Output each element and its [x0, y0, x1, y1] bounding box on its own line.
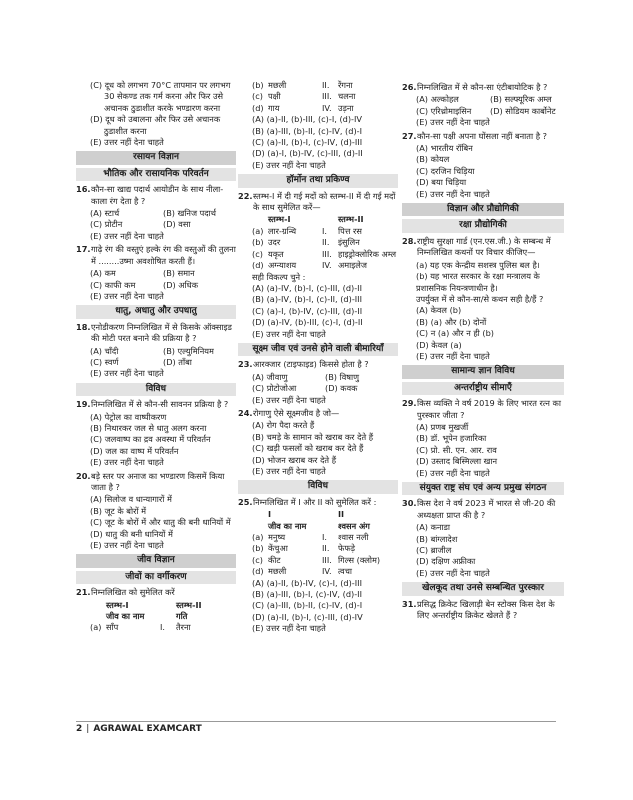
option: (A) रोग पैदा करते हैं: [252, 420, 315, 431]
option: (E) उत्तर नहीं देना चाहते: [252, 623, 326, 634]
question-number: 21.: [76, 587, 91, 598]
option: (C) दरजिन चिड़िया: [416, 165, 475, 176]
subsection-heading: संयुक्त राष्ट्र संघ एवं अन्य प्रमुख संगठन: [402, 482, 564, 495]
option: (E) उत्तर नहीं देना चाहते: [252, 159, 326, 170]
question-29: [402, 398, 564, 421]
question-text: गाढ़े रंग की वस्तुएं हल्के रंग की वस्तुओं की तुलना में ........उष्मा अवशोषित करती हैं।: [91, 244, 236, 266]
option: (C) खड़ी फसलों को खराब कर देते हैं: [252, 443, 364, 454]
question-30: [402, 498, 564, 521]
option: (C) प्रोटोजोआ: [252, 383, 297, 394]
question-number: 16.: [76, 184, 91, 195]
option: (E) उत्तर नहीं देना चाहते: [90, 290, 164, 301]
question-text: बड़े स्तर पर अनाज का भण्डारण किसमें किया जाता है ?: [91, 470, 225, 492]
question-text: प्रसिद्ध क्रिकेट खिलाड़ी बेन स्टोक्स किस देश के लिए अन्तर्राष्ट्रीय क्रिकेट खेलते हैं ?: [417, 598, 555, 621]
match-row: (b) उदर II. इंसुलिन: [252, 237, 360, 248]
question-number: 28.: [402, 235, 417, 246]
option: (B) चमड़े के सामान को खराब कर देते हैं: [252, 431, 374, 442]
option: (D) दूध को उबालना और फिर उसे अचानक: [90, 114, 221, 125]
question-text: किस व्यक्ति ने वर्ष 2019 के लिए भारत रत्न का पुरस्कार जीता ?: [417, 398, 561, 420]
column-1: [76, 80, 236, 634]
match-row: (c) कीट III. गिल्स (क्लोम): [252, 554, 381, 565]
option: (B) सल्फ्यूरिक अम्ल: [490, 94, 552, 105]
option: (E) उत्तर नहीं देना चाहते: [416, 117, 490, 128]
subsection-heading: भौतिक और रासायनिक परिवर्तन: [76, 168, 236, 181]
option: (E) उत्तर नहीं देना चाहते: [416, 467, 490, 478]
prompt: सही विकल्प चुने :: [252, 271, 306, 282]
option: (E) उत्तर नहीं देना चाहते: [90, 457, 164, 468]
question-text: आरक्जार (टाइफाइड) किससे होता है ?: [253, 359, 369, 370]
option: (D) बया चिड़िया: [416, 177, 467, 188]
question-24: [238, 408, 398, 419]
question-16: [76, 184, 236, 207]
match-row: (d) मछली IV. त्वचा: [252, 566, 353, 577]
option: (A) सिलोज व धान्यागारों में: [90, 494, 172, 505]
option: (A) स्टार्च: [90, 208, 120, 219]
option: (D) धातु की बनी धानियों में: [90, 528, 173, 539]
question-26: [402, 82, 564, 93]
question-number: 18.: [76, 321, 91, 332]
match-header: स्तम्भ-I स्तम्भ-II: [106, 599, 202, 610]
subsection-heading: धातु, अधातु और उपधातु: [76, 305, 236, 318]
option: (C) दूध को लगभग 70°C तापमान पर लगभग: [90, 80, 231, 90]
option: (D) दक्षिण अफ्रीका: [416, 556, 476, 567]
section-heading: सामान्य ज्ञान विविध: [402, 365, 564, 378]
option: (D) केवल (a): [416, 339, 462, 350]
option: (B) (a)-III, (b)-I, (c)-IV, (d)-II: [252, 589, 363, 600]
match-row: (b) मछली II. रेंगना: [252, 80, 353, 90]
option-cont: ठुडाशीत करना: [104, 125, 147, 136]
option-row: [76, 268, 236, 279]
question-18: [76, 322, 236, 345]
option: (C) एरिथ्रोमाइसिन: [416, 105, 472, 116]
option: (D) भोजन खराब कर देते हैं: [252, 454, 337, 465]
question-number: 31.: [402, 598, 417, 609]
option: (C) जूट के बोरों में और धातु की बनी धानियों में: [90, 517, 231, 528]
match-header: I II: [268, 509, 345, 520]
section-heading: रसायन विज्ञान: [76, 151, 236, 164]
option: (D) (a)-IV, (b)-III, (c)-I, (d)-II: [252, 317, 363, 328]
question-number: 17.: [76, 244, 91, 255]
question-number: 23.: [238, 359, 253, 370]
option: (B) समान: [163, 268, 195, 279]
question-17: [76, 244, 236, 267]
question-number: 20.: [76, 470, 91, 481]
option: (A) (a)-II, (b)-IV, (c)-I, (d)-III: [252, 577, 362, 588]
subsection-heading: अन्तर्राष्ट्रीय सीमाएँ: [402, 382, 564, 395]
question-text: रोगाणु ऐसे सूक्ष्मजीव है जो—: [253, 407, 340, 418]
option: (B) एल्युमिनियम: [163, 345, 214, 356]
option: (D) अधिक: [163, 279, 198, 290]
option: (A) कनाडा: [416, 522, 451, 533]
option: (C) न (a) और न ही (b): [416, 328, 494, 339]
option: (A) प्रणब मुखर्जी: [416, 421, 469, 432]
option: (E) उत्तर नहीं देना चाहते: [416, 567, 490, 578]
option: (E) उत्तर नहीं देना चाहते: [90, 368, 164, 379]
question-number: 19.: [76, 399, 91, 410]
question-text: निम्नलिखित में I और II को सुमेलित करें :: [253, 496, 377, 507]
option-row: [76, 357, 236, 368]
option-row: [402, 106, 564, 117]
option: (D) उस्ताद बिस्मिल्ला खान: [416, 456, 498, 467]
option-row: [402, 94, 564, 105]
match-row: (c) यकृत III. हाइड्रोक्लोरिक अम्ल: [252, 248, 396, 259]
question-22: [238, 191, 398, 214]
question-number: 30.: [402, 498, 417, 509]
option: (C) काफी कम: [90, 279, 136, 290]
question-number: 22.: [238, 190, 253, 201]
column-2: [238, 80, 398, 635]
question-number: 26.: [402, 82, 417, 92]
option: (B) खनिज पदार्थ: [163, 208, 216, 219]
option: (B) कोयल: [416, 154, 450, 165]
question-number: 29.: [402, 398, 417, 409]
question-27: [402, 131, 564, 142]
subsection-heading: रक्षा प्रौद्योगिकी: [402, 219, 564, 232]
option: (C) (a)-II, (b)-I, (c)-IV, (d)-III: [252, 137, 363, 148]
question-text: एनोडीकरण निम्नलिखित में से किसके ऑक्साइड की मोटी परत बनाने की प्रक्रिया है ?: [91, 321, 232, 344]
option: (E) उत्तर नहीं देना चाहते: [416, 188, 490, 199]
option: (C) (a)-I, (b)-IV, (c)-III, (d)-II: [252, 305, 363, 316]
question-19: [76, 399, 236, 410]
subsection-heading: सूक्ष्म जीव एवं उनसे होने वाली बीमारियाँ: [238, 343, 398, 356]
option: (B) जूट के बोरों में: [90, 505, 147, 516]
option: (A) पेट्रोल का वाष्पीकरण: [90, 411, 167, 422]
match-header: जीव का नाम गति: [106, 611, 188, 622]
question-text: राष्ट्रीय सुरक्षा गार्ड (एन.एस.जी.) के सम्बन्ध में निम्नलिखित कथनों पर विचार कीजिए—: [417, 235, 551, 258]
subsection-heading: खेलकूद तथा उनसे सम्बन्धित पुरस्कार: [402, 582, 564, 595]
option: (C) (a)-III, (b)-II, (c)-IV, (d)-I: [252, 600, 363, 611]
option: (B) विषाणु: [325, 371, 360, 382]
option: (C) जलवाष्प का द्रव अवस्था में परिवर्तन: [90, 434, 211, 445]
option: (E) उत्तर नहीं देना चाहते: [90, 540, 164, 551]
option: (E) उत्तर नहीं देना चाहते: [416, 350, 490, 361]
option: (E) उत्तर नहीं देना चाहते: [252, 394, 326, 405]
option: (D) कवक: [325, 383, 358, 394]
option: (E) उत्तर नहीं देना चाहते: [252, 328, 326, 339]
match-row: (b) केंचुआ II. फेफड़े: [252, 543, 356, 554]
question-31: [402, 599, 564, 622]
section-heading: विज्ञान और प्रौद्योगिकी: [402, 203, 564, 216]
statement: (b) यह भारत सरकार के रक्षा मन्त्रालय के प्रशासनिक नियन्त्रणाधीन है।: [416, 271, 540, 293]
prompt: उपर्युक्त में से कौन-सा/से कथन सही है/हैं ?: [416, 293, 544, 304]
option-row: [76, 208, 236, 219]
question-21: [76, 587, 236, 598]
option: (D) वसा: [163, 219, 191, 230]
option: (E) उत्तर नहीं देना चाहते: [90, 137, 164, 148]
option: (A) चाँदी: [90, 345, 119, 356]
question-text: किस देश ने वर्ष 2023 में भारत से जी-20 की अध्यक्षता प्राप्त की है ?: [417, 498, 556, 520]
option-cont: अचानक ठुडाशीत करके भण्डारण करना: [104, 102, 221, 113]
option: (A) भारतीय रॉबिन: [416, 143, 473, 154]
page-number: 2: [76, 724, 83, 734]
question-number: 24.: [238, 407, 253, 418]
option: (D) जल का वाष्प में परिवर्तन: [90, 445, 179, 456]
option: (D) ताँबा: [163, 356, 192, 367]
option: (B) (a)-IV, (b)-I, (c)-II, (d)-III: [252, 294, 363, 305]
question-text: निम्नलिखित में से कौन-सा एंटीबायोटिक है ?: [417, 82, 548, 92]
subsection-heading: विविध: [76, 383, 236, 396]
option: (C) प्रोटीन: [90, 219, 123, 230]
question-28: [402, 236, 564, 259]
question-25: [238, 497, 398, 508]
match-row: (d) अग्न्याशय IV. अमाइलेज: [252, 260, 367, 271]
subsection-heading: जीवों का वर्गीकरण: [76, 571, 236, 584]
question-text: निम्नलिखित में से कौन-सी सावनन प्रक्रिया है ?: [91, 399, 229, 410]
match-header: जीव का नाम श्वसन अंग: [268, 520, 370, 531]
match-header: स्तम्भ-I स्तम्भ-II: [268, 214, 364, 225]
option: (A) अल्कोहल: [416, 94, 459, 105]
option-cont: 30 सेकण्ड तक गर्म करना और फिर उसे: [104, 91, 224, 102]
option: (E) उत्तर नहीं देना चाहते: [252, 466, 326, 476]
footer-separator: |: [86, 724, 90, 734]
page-footer: [76, 721, 556, 734]
column-3: [402, 80, 564, 622]
option: (B) (a)-III, (b)-II, (c)-IV, (d)-I: [252, 125, 363, 136]
question-text: स्तम्भ-I में दी गई मदों को स्तम्भ-II में दी गई मदों के साथ सुमेलित करें—: [253, 190, 396, 213]
question-text: कौन-सा पक्षी अपना घोंसला नहीं बनाता है ?: [417, 130, 547, 141]
option: (C) ब्राजील: [416, 545, 452, 556]
option: (D) (a)-I, (b)-IV, (c)-III, (d)-II: [252, 148, 363, 159]
match-row: (a) साँप I. तैरना: [90, 622, 191, 633]
match-row: (a) लार-ग्रन्थि I. पित्त रस: [252, 225, 362, 236]
question-number: 25.: [238, 496, 253, 507]
option: (B) (a) और (b) दोनों: [416, 316, 487, 327]
option-row: [238, 372, 398, 383]
option: (B) बांग्लादेश: [416, 533, 458, 544]
option: (B) निथारकर जल से धातु अलग करना: [90, 422, 207, 433]
option: (E) उत्तर नहीं देना चाहते: [90, 230, 164, 241]
brand-name: AGRAWAL EXAMCART: [93, 724, 202, 734]
question-text: निम्नलिखित को सुमेलित करें: [91, 587, 175, 598]
section-heading: जीव विज्ञान: [76, 554, 236, 567]
question-20: [76, 471, 236, 494]
option-row: [76, 346, 236, 357]
question-number: 27.: [402, 130, 417, 141]
match-row: (a) मनुष्य I. श्वास नली: [252, 532, 369, 543]
option: (A) केवल (b): [416, 305, 462, 316]
option-row: [76, 219, 236, 230]
question-23: [238, 359, 398, 370]
option: (A) (a)-IV, (b)-I, (c)-III, (d)-II: [252, 282, 362, 293]
option: (A) जीवाणु: [252, 371, 288, 382]
option: (A) कम: [90, 268, 116, 279]
match-row: (c) पक्षी III. चलना: [252, 91, 356, 102]
subsection-heading: हॉर्मोन तथा प्रकिण्व: [238, 174, 398, 187]
subsection-heading: विविध: [238, 480, 398, 493]
option: (B) डॉ. भूपेन हजारिका: [416, 433, 487, 444]
question-text: कौन-सा खाद्य पदार्थ आयोडीन के साथ नीला-काला रंग देता है ?: [91, 184, 224, 206]
match-row: (d) गाय IV. उड़ना: [252, 102, 354, 113]
option: (D) सोडियम कार्बोनेट: [490, 105, 556, 116]
option-row: [238, 383, 398, 394]
option-row: [76, 280, 236, 291]
option: (A) (a)-II, (b)-III, (c)-I, (d)-IV: [252, 114, 362, 125]
option: (C) प्रो. सी. एन. आर. राव: [416, 444, 497, 455]
option: (D) (a)-II, (b)-I, (c)-III, (d)-IV: [252, 611, 363, 622]
statement: (a) यह एक केन्द्रीय सशस्त्र पुलिस बल है।: [416, 259, 540, 270]
option: (C) स्वर्ण: [90, 356, 119, 367]
